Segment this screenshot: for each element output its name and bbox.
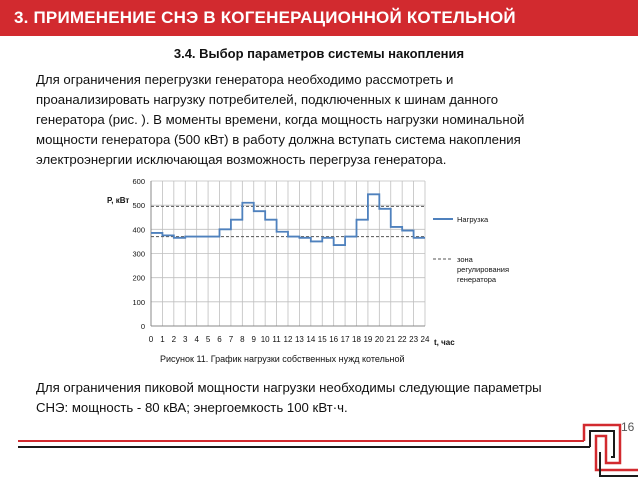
x-tick-label: 19 bbox=[363, 335, 373, 344]
y-tick-label: 500 bbox=[132, 201, 145, 211]
x-tick-label: 10 bbox=[260, 335, 270, 344]
x-tick-label: 14 bbox=[306, 335, 316, 344]
y-axis-label: P, кВт bbox=[107, 196, 130, 205]
x-tick-label: 8 bbox=[240, 335, 245, 344]
x-tick-label: 12 bbox=[283, 335, 293, 344]
paragraph-line: СНЭ: мощность - 80 кВА; энергоемкость 100 кВт·ч. bbox=[36, 400, 348, 415]
x-tick-label: 15 bbox=[317, 335, 327, 344]
paragraph-line: электроэнергии исключающая возможность перегруза генератора. bbox=[36, 152, 447, 167]
section-subtitle: 3.4. Выбор параметров системы накопления bbox=[173, 46, 465, 61]
paragraph-line: генератора (рис. ). В моменты времени, когда мощность нагрузки номинальной bbox=[36, 112, 525, 127]
y-tick-label: 200 bbox=[132, 273, 145, 283]
x-tick-label: 13 bbox=[294, 335, 304, 344]
x-tick-label: 11 bbox=[272, 335, 281, 344]
x-tick-label: 5 bbox=[205, 335, 211, 344]
figure-caption: Рисунок 11. График нагрузки собственных нужд котельной bbox=[160, 354, 405, 364]
x-tick-label: 0 bbox=[148, 335, 154, 344]
x-tick-label: 24 bbox=[420, 335, 430, 344]
y-tick-label: 400 bbox=[132, 225, 145, 235]
x-tick-label: 7 bbox=[228, 335, 234, 344]
x-tick-label: 3 bbox=[183, 335, 188, 344]
y-tick-label: 300 bbox=[132, 249, 145, 259]
x-tick-label: 20 bbox=[374, 335, 384, 344]
legend-load-label: Нагрузка bbox=[457, 215, 489, 224]
legend-zone-label: зона bbox=[457, 255, 473, 264]
page-number: 16 bbox=[621, 420, 635, 434]
y-tick-label: 600 bbox=[132, 177, 145, 186]
y-tick-label: 100 bbox=[132, 297, 145, 307]
x-tick-label: 16 bbox=[329, 335, 339, 344]
x-tick-label: 17 bbox=[340, 335, 350, 344]
x-tick-label: 18 bbox=[352, 335, 361, 344]
x-tick-label: 1 bbox=[160, 335, 165, 344]
paragraph-line: мощности генератора (500 кВт) в работу должна вступать система накопления bbox=[36, 132, 521, 147]
slide-title: 3. ПРИМЕНЕНИЕ СНЭ В КОГЕНЕРАЦИОННОЙ КОТЕЛЬНОЙ bbox=[14, 8, 516, 27]
x-tick-label: 6 bbox=[217, 335, 222, 344]
legend-zone-label: генератора bbox=[457, 275, 497, 284]
x-tick-label: 9 bbox=[251, 335, 256, 344]
legend-zone-label: регулирования bbox=[457, 265, 510, 274]
paragraph-line: проанализировать нагрузку потребителей, подключенных к шинам данного bbox=[36, 92, 499, 107]
x-tick-label: 2 bbox=[171, 335, 177, 344]
x-axis-label: t, час bbox=[434, 338, 455, 347]
x-tick-label: 21 bbox=[386, 335, 396, 344]
x-tick-label: 23 bbox=[409, 335, 419, 344]
y-tick-label: 0 bbox=[140, 322, 145, 331]
x-tick-label: 22 bbox=[397, 335, 407, 344]
paragraph-line: Для ограничения перегрузки генератора необходимо рассмотреть и bbox=[36, 72, 454, 87]
paragraph-line: Для ограничения пиковой мощности нагрузки необходимы следующие параметры bbox=[36, 380, 542, 395]
x-tick-label: 4 bbox=[194, 335, 199, 344]
